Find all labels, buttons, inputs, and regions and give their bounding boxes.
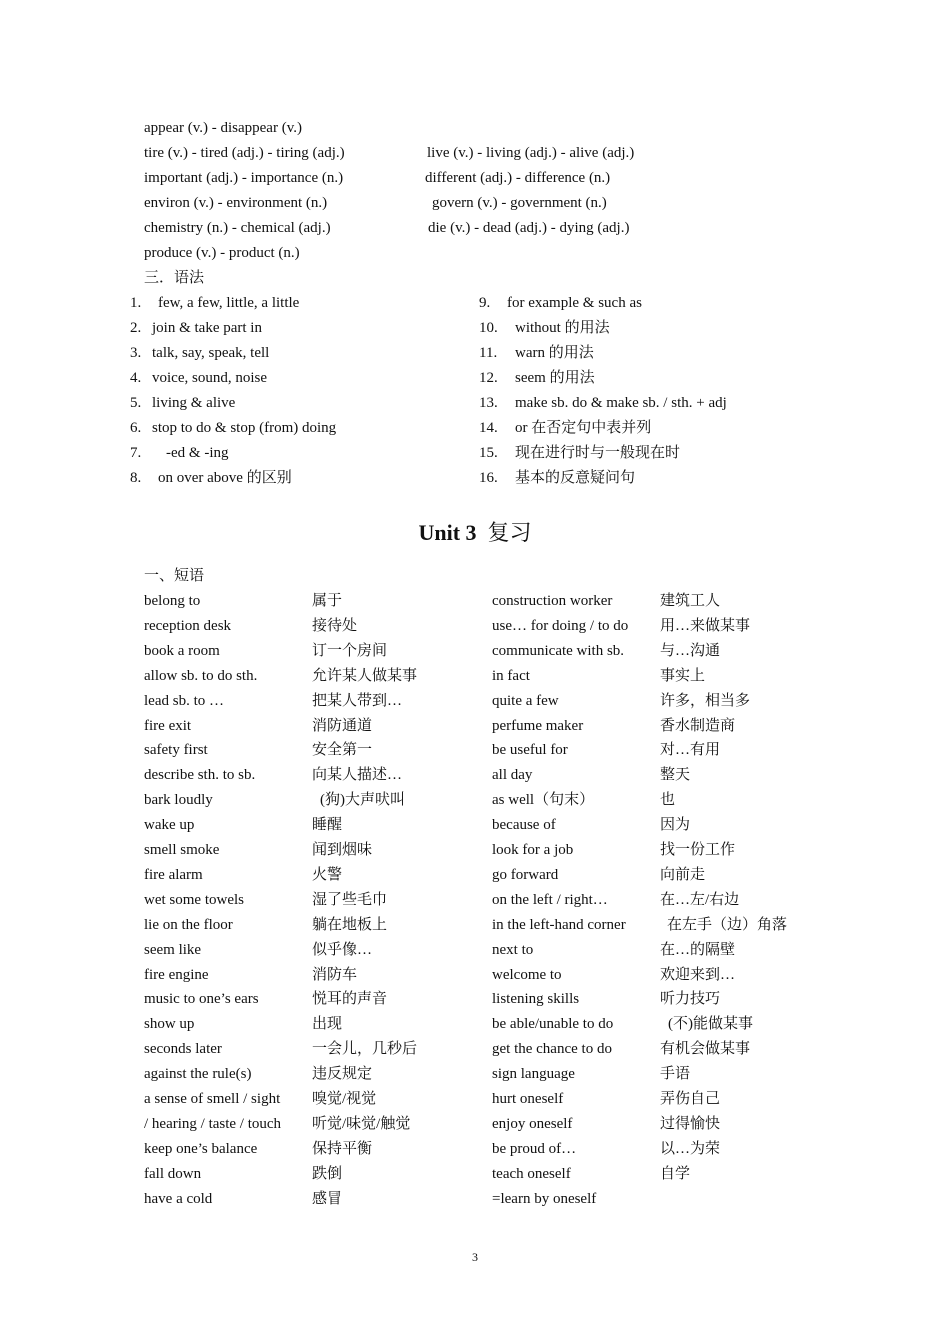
phrase-zh: 建筑工人 <box>660 593 721 609</box>
phrase-en: because of <box>492 817 556 833</box>
grammar-item: 现在进行时与一般现在时 <box>515 445 681 461</box>
phrase-zh: 闻到烟味 <box>312 842 373 858</box>
phrase-zh: 事实上 <box>660 668 706 684</box>
phrase-en: fire engine <box>144 967 209 983</box>
phrase-zh: 允许某人做某事 <box>312 668 418 684</box>
phrase-en: on the left / right… <box>492 892 608 908</box>
phrase-zh: 因为 <box>660 817 691 833</box>
page-number: 3 <box>472 1250 478 1264</box>
grammar-num: 13. <box>479 395 498 411</box>
phrase-en: =learn by oneself <box>492 1191 597 1207</box>
phrase-zh: 湿了些毛巾 <box>312 892 388 908</box>
grammar-num: 6. <box>130 420 142 436</box>
phrase-zh: 把某人带到… <box>312 693 403 709</box>
phrase-zh: 找一份工作 <box>660 842 736 858</box>
grammar-num: 1. <box>130 295 142 311</box>
phrase-zh: 接待处 <box>312 618 358 634</box>
phrase-en: smell smoke <box>144 842 220 858</box>
word-form: produce (v.) - product (n.) <box>144 245 300 261</box>
phrase-en: get the chance to do <box>492 1041 612 1057</box>
phrase-zh: 属于 <box>312 593 343 609</box>
phrase-zh: 整天 <box>660 767 691 783</box>
grammar-heading: 三．语法 <box>144 270 205 286</box>
phrase-zh: 向前走 <box>660 867 706 883</box>
phrase-zh: 安全第一 <box>312 742 373 758</box>
phrase-en: lead sb. to … <box>144 693 224 709</box>
phrase-zh: 违反规定 <box>312 1066 373 1082</box>
phrase-zh: 订一个房间 <box>312 643 388 659</box>
phrase-en: reception desk <box>144 618 232 634</box>
grammar-num: 5. <box>130 395 142 411</box>
word-form: govern (v.) - government (n.) <box>432 195 607 211</box>
phrase-zh: 与…沟通 <box>660 643 721 659</box>
phrase-en: listening skills <box>492 991 580 1007</box>
phrase-zh: 消防车 <box>312 967 358 983</box>
grammar-num: 16. <box>479 470 498 486</box>
phrase-en: look for a job <box>492 842 574 858</box>
phrase-en: go forward <box>492 867 559 883</box>
phrase-zh: 自学 <box>660 1166 691 1182</box>
grammar-item: without 的用法 <box>515 320 610 336</box>
grammar-item: seem 的用法 <box>515 370 595 386</box>
grammar-item: living & alive <box>152 395 236 411</box>
phrase-zh: 听觉/味觉/触觉 <box>312 1116 411 1132</box>
phrase-en: wake up <box>144 817 195 833</box>
grammar-num: 7. <box>130 445 142 461</box>
phrase-en: a sense of smell / sight <box>144 1091 281 1107</box>
grammar-item: on over above 的区别 <box>158 470 292 486</box>
phrases-heading: 一、短语 <box>144 568 205 584</box>
word-form: different (adj.) - difference (n.) <box>425 170 611 186</box>
phrase-en: enjoy oneself <box>492 1116 573 1132</box>
phrase-zh: 似乎像… <box>312 942 373 958</box>
phrase-en: book a room <box>144 643 220 659</box>
unit-title-bold: Unit 3 <box>418 520 477 545</box>
phrase-en: teach oneself <box>492 1166 571 1182</box>
phrase-en: have a cold <box>144 1191 213 1207</box>
phrase-en: communicate with sb. <box>492 643 625 659</box>
grammar-num: 14. <box>479 420 498 436</box>
grammar-num: 10. <box>479 320 498 336</box>
grammar-num: 4. <box>130 370 142 386</box>
word-form: environ (v.) - environment (n.) <box>144 195 328 211</box>
word-form: tire (v.) - tired (adj.) - tiring (adj.) <box>144 145 345 161</box>
grammar-item: or 在否定句中表并列 <box>515 420 652 436</box>
grammar-item: 基本的反意疑问句 <box>515 470 636 486</box>
grammar-item: stop to do & stop (from) doing <box>152 420 337 436</box>
phrase-zh: 保持平衡 <box>312 1141 373 1157</box>
phrase-zh: 香水制造商 <box>660 718 736 734</box>
grammar-item: make sb. do & make sb. / sth. + adj <box>515 395 727 411</box>
phrase-en: bark loudly <box>144 792 213 808</box>
phrase-en: be proud of… <box>492 1141 577 1157</box>
phrase-en: be useful for <box>492 742 568 758</box>
word-form: appear (v.) - disappear (v.) <box>144 120 302 136</box>
phrase-en: next to <box>492 942 534 958</box>
word-form: die (v.) - dead (adj.) - dying (adj.) <box>428 220 630 236</box>
phrase-zh: 手语 <box>660 1066 691 1082</box>
grammar-num: 11. <box>479 345 498 361</box>
phrase-en: be able/unable to do <box>492 1016 614 1032</box>
unit-title-rest: 复习 <box>487 520 532 545</box>
phrase-en: quite a few <box>492 693 559 709</box>
phrase-en: sign language <box>492 1066 575 1082</box>
phrase-zh: 消防通道 <box>312 718 373 734</box>
phrase-zh: 跌倒 <box>312 1166 343 1182</box>
grammar-item: -ed & -ing <box>166 445 229 461</box>
phrase-en: fire alarm <box>144 867 203 883</box>
grammar-num: 9. <box>479 295 491 311</box>
word-form: live (v.) - living (adj.) - alive (adj.) <box>427 145 635 161</box>
phrase-en: belong to <box>144 593 201 609</box>
phrase-en: wet some towels <box>144 892 244 908</box>
phrase-en: use… for doing / to do <box>492 618 629 634</box>
word-form: chemistry (n.) - chemical (adj.) <box>144 220 331 236</box>
grammar-item: talk, say, speak, tell <box>152 345 270 361</box>
phrase-en: in fact <box>492 668 530 684</box>
grammar-num: 3. <box>130 345 142 361</box>
phrase-zh: 悦耳的声音 <box>312 991 388 1007</box>
unit-title <box>0 518 950 548</box>
phrase-zh: 在左手（边）角落 <box>667 917 788 933</box>
phrase-zh: 也 <box>660 792 676 808</box>
grammar-num: 15. <box>479 445 498 461</box>
phrase-zh: 弄伤自己 <box>660 1091 721 1107</box>
phrase-en: as well（句末） <box>492 792 595 808</box>
phrase-en: construction worker <box>492 593 613 609</box>
phrase-en: seem like <box>144 942 202 958</box>
phrase-en: welcome to <box>492 967 562 983</box>
phrase-zh: (狗)大声吠叫 <box>320 792 405 808</box>
phrase-en: / hearing / taste / touch <box>144 1116 282 1132</box>
grammar-item: few, a few, little, a little <box>158 295 300 311</box>
phrase-zh: 躺在地板上 <box>312 917 388 933</box>
phrase-zh: 在…左/右边 <box>660 892 740 908</box>
phrase-zh: 出现 <box>312 1016 343 1032</box>
phrase-zh: 有机会做某事 <box>660 1041 751 1057</box>
phrase-en: describe sth. to sb. <box>144 767 256 783</box>
phrase-zh: 嗅觉/视觉 <box>312 1091 377 1107</box>
phrase-zh: 感冒 <box>312 1191 343 1207</box>
phrase-en: all day <box>492 767 533 783</box>
phrase-zh: 以…为荣 <box>660 1141 721 1157</box>
grammar-item: voice, sound, noise <box>152 370 267 386</box>
grammar-num: 12. <box>479 370 498 386</box>
word-form: important (adj.) - importance (n.) <box>144 170 344 186</box>
phrase-en: allow sb. to do sth. <box>144 668 258 684</box>
phrase-zh: 睡醒 <box>312 817 343 833</box>
phrase-zh: 对…有用 <box>660 742 721 758</box>
phrase-zh: 火警 <box>312 867 343 883</box>
phrase-zh: 过得愉快 <box>660 1116 721 1132</box>
phrase-en: lie on the floor <box>144 917 233 933</box>
grammar-item: for example & such as <box>507 295 642 311</box>
phrase-en: against the rule(s) <box>144 1066 252 1082</box>
grammar-num: 8. <box>130 470 142 486</box>
phrase-en: perfume maker <box>492 718 584 734</box>
phrase-en: music to one’s ears <box>144 991 259 1007</box>
phrase-en: show up <box>144 1016 195 1032</box>
phrase-en: fire exit <box>144 718 192 734</box>
phrase-zh: (不)能做某事 <box>668 1016 753 1032</box>
phrase-zh: 听力技巧 <box>660 991 721 1007</box>
phrase-zh: 许多，相当多 <box>660 693 751 709</box>
grammar-item: join & take part in <box>152 320 262 336</box>
phrase-en: in the left-hand corner <box>492 917 626 933</box>
phrase-en: hurt oneself <box>492 1091 564 1107</box>
grammar-num: 2. <box>130 320 142 336</box>
grammar-item: warn 的用法 <box>515 345 594 361</box>
phrase-zh: 向某人描述… <box>312 767 403 783</box>
phrase-zh: 欢迎来到… <box>660 967 736 983</box>
phrase-en: keep one’s balance <box>144 1141 258 1157</box>
phrase-zh: 用…来做某事 <box>660 618 751 634</box>
phrase-en: seconds later <box>144 1041 222 1057</box>
phrase-en: safety first <box>144 742 208 758</box>
phrase-en: fall down <box>144 1166 202 1182</box>
phrase-zh: 一会儿，几秒后 <box>312 1041 418 1057</box>
phrase-zh: 在…的隔壁 <box>660 942 736 958</box>
